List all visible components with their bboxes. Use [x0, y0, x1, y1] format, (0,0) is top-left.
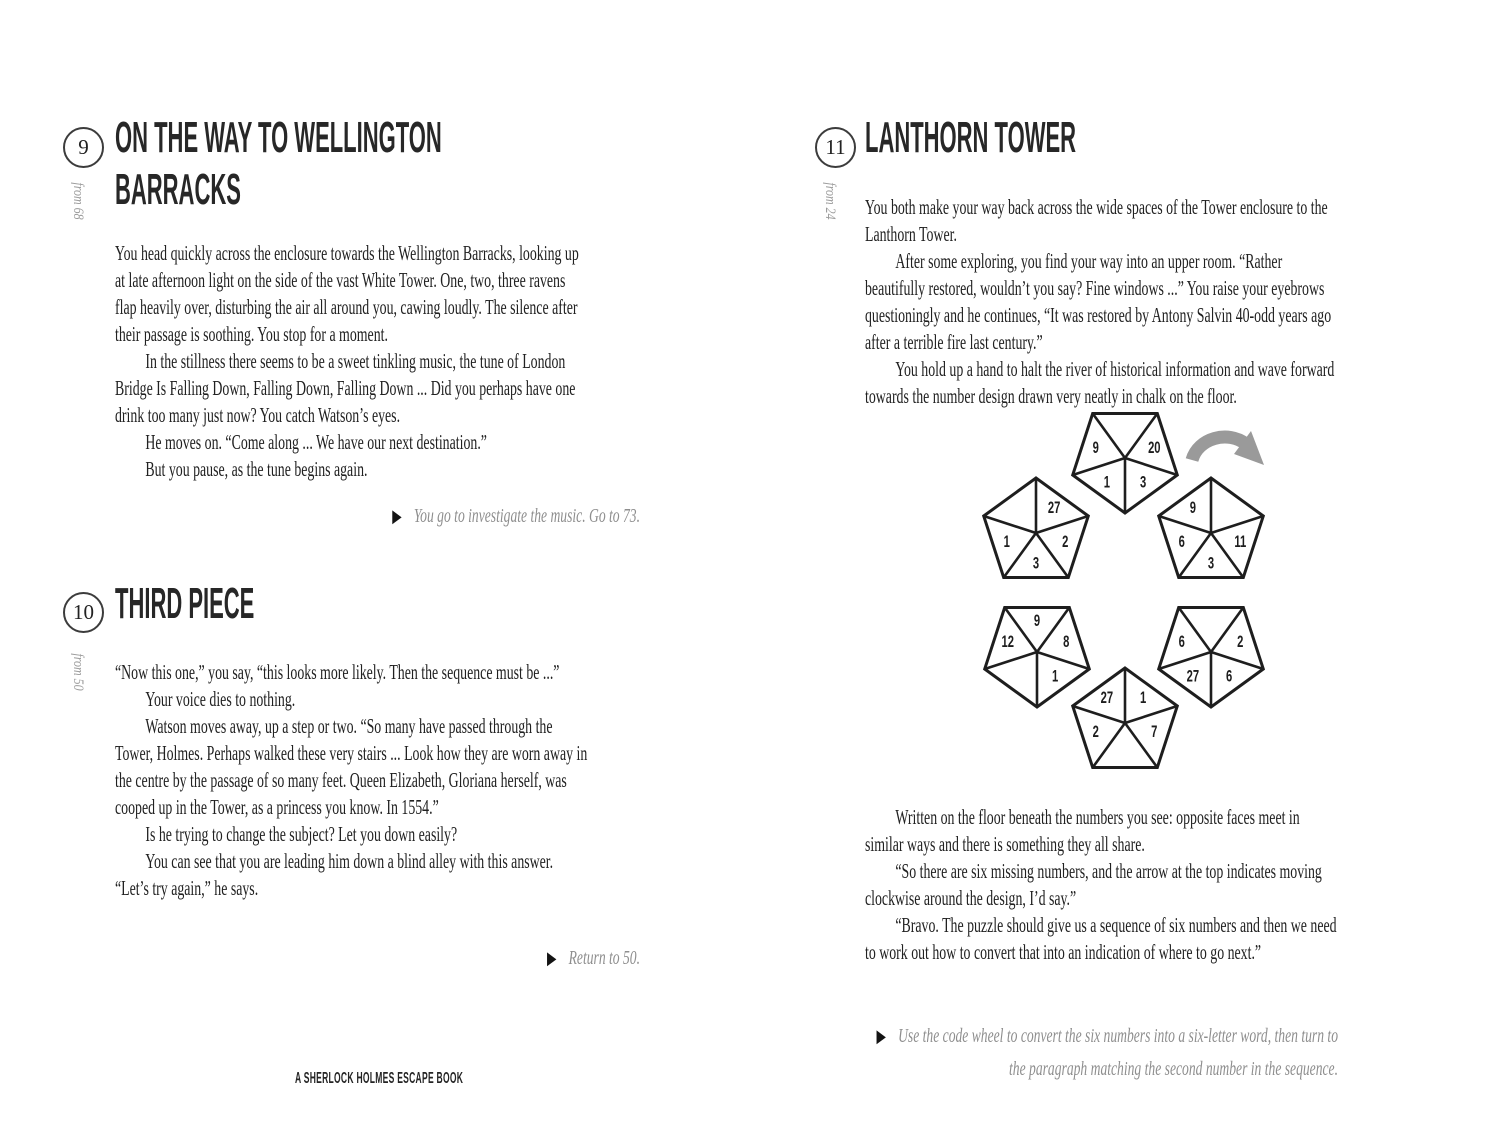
paragraph: “So there are six missing numbers, and the arrow at the top indicates moving clockwise around the design, I’d say.”	[865, 859, 1322, 910]
right-arrow-icon: ▶	[876, 1026, 886, 1047]
from-reference-label: from 50	[70, 653, 86, 691]
paragraph: “Now this one,” you say, “this looks more likely. Then the sequence must be ...”	[115, 660, 560, 684]
paragraph: Written on the floor beneath the numbers you see: opposite faces meet in similar ways and there is something they all share.	[865, 805, 1300, 856]
section-body	[115, 240, 590, 483]
pentagon-number: 6	[1225, 667, 1233, 687]
paragraph: Is he trying to change the subject? Let you down easily?	[145, 822, 458, 846]
pentagon-puzzle-diagram	[940, 396, 1360, 816]
section-title: LANTHORN TOWER	[865, 113, 1077, 162]
pentagon-number: 12	[1001, 633, 1014, 652]
paragraph: You head quickly across the enclosure towards the Wellington Barracks, looking up at late afternoon light on the side of the vast White Tower. One, two, three ravens flap heavily over, disturbing the air all around you, cawing loudly. The silence after their passage is soothing. You stop for a moment.	[115, 241, 579, 346]
pentagon-number: 11	[1234, 533, 1247, 552]
section-body	[865, 804, 1340, 966]
paragraph: But you pause, as the tune begins again.	[145, 457, 368, 481]
section-number-badge	[63, 127, 104, 168]
section-number: 10	[73, 600, 94, 624]
pentagon-number: 2	[1237, 633, 1244, 652]
goto-instruction-text: Use the code wheel to convert the six numbers into a six-letter word, then turn to the paragraph matching the second number in the sequence.	[898, 1025, 1338, 1080]
paragraph: In the stillness there seems to be a sweet tinkling music, the tune of London Bridge Is Falling Down, Falling Down, Falling Down ... Did you perhaps have one drink too many just now? You catch Watson’s eyes.	[115, 349, 576, 427]
pentagon-middle-right	[1159, 608, 1264, 708]
goto-instruction-text: You go to investigate the music. Go to 73.	[413, 505, 640, 527]
pentagon-number: 3	[1207, 554, 1215, 574]
pentagon-number: 27	[1047, 498, 1061, 518]
pentagon-number: 9	[1092, 439, 1099, 458]
pentagon-upper-left	[984, 478, 1089, 578]
pentagon-number: 2	[1092, 723, 1099, 742]
paragraph: After some exploring, you find your way into an upper room. “Rather beautifully restored, wouldn’t you say? Fine windows ...” You raise your eyebrows questioningly and he continues, “It was restored by Antony Salvin 40-odd years ago after a terrible fire last century.”	[865, 249, 1332, 354]
pentagon-number: 2	[1062, 533, 1069, 552]
paragraph: “Bravo. The puzzle should give us a sequence of six numbers and then we need to work out how to convert that into an indication of where to go next.”	[865, 913, 1337, 964]
paragraph: Your voice dies to nothing.	[145, 687, 296, 711]
goto-instruction	[862, 1020, 1338, 1085]
pentagon-bottom	[1073, 668, 1178, 768]
pentagon-top	[1073, 414, 1178, 514]
pentagon-number: 7	[1151, 723, 1158, 742]
page-footer: A SHERLOCK HOLMES ESCAPE BOOK	[295, 1070, 464, 1087]
section-number-badge	[815, 127, 856, 168]
pentagon-number: 6	[1178, 533, 1185, 552]
pentagon-number: 8	[1063, 633, 1070, 652]
pentagon-number: 27	[1100, 688, 1114, 708]
clockwise-arrow-icon	[1192, 437, 1246, 460]
pentagon-number: 20	[1148, 439, 1161, 458]
pentagon-number: 27	[1186, 667, 1200, 687]
pentagon-upper-right	[1159, 478, 1264, 578]
goto-instruction	[164, 500, 640, 533]
right-arrow-icon: ▶	[546, 948, 557, 969]
section-title: ON THE WAY TO WELLINGTON BARRACKS	[115, 113, 442, 214]
right-arrow-icon: ▶	[392, 506, 402, 527]
pentagon-number: 1	[1103, 473, 1111, 493]
pentagon-number: 1	[1051, 667, 1059, 687]
pentagon-number: 6	[1178, 633, 1185, 652]
section-number-badge	[63, 592, 104, 633]
paragraph: Watson moves away, up a step or two. “So many have passed through the Tower, Holmes. Perhaps walked these very stairs ... Look how they are worn away in the centre by the passage of so many feet. Queen Elizabeth, Gloriana herself, was cooped up in the Tower, as a princess you know. In 1554.”	[115, 714, 588, 819]
goto-instruction	[164, 942, 640, 975]
goto-instruction-text: Return to 50.	[568, 947, 640, 969]
from-reference-label: from 68	[70, 182, 86, 220]
paragraph: You both make your way back across the wide spaces of the Tower enclosure to the Lanthorn Tower.	[865, 195, 1328, 246]
from-reference-label: from 24	[822, 182, 838, 220]
section-number: 9	[78, 135, 89, 159]
pentagon-number: 3	[1139, 473, 1147, 493]
paragraph: He moves on. “Come along ... We have our next destination.”	[145, 430, 487, 454]
section-title: THIRD PIECE	[115, 579, 255, 628]
section-number: 11	[825, 135, 846, 159]
section-body	[865, 194, 1340, 410]
pentagon-number: 3	[1032, 554, 1040, 574]
pentagon-middle-left	[985, 608, 1090, 708]
paragraph: You hold up a hand to halt the river of historical information and wave forward towards the number design drawn very neatly in chalk on the floor.	[865, 357, 1335, 408]
pentagon-number: 1	[1003, 533, 1010, 552]
paragraph: You can see that you are leading him down a blind alley with this answer. “Let’s try again,” he says.	[115, 849, 554, 900]
pentagon-number: 9	[1189, 498, 1197, 518]
section-body	[115, 659, 590, 902]
pentagon-number: 9	[1033, 611, 1041, 631]
pentagon-number: 1	[1139, 688, 1147, 708]
